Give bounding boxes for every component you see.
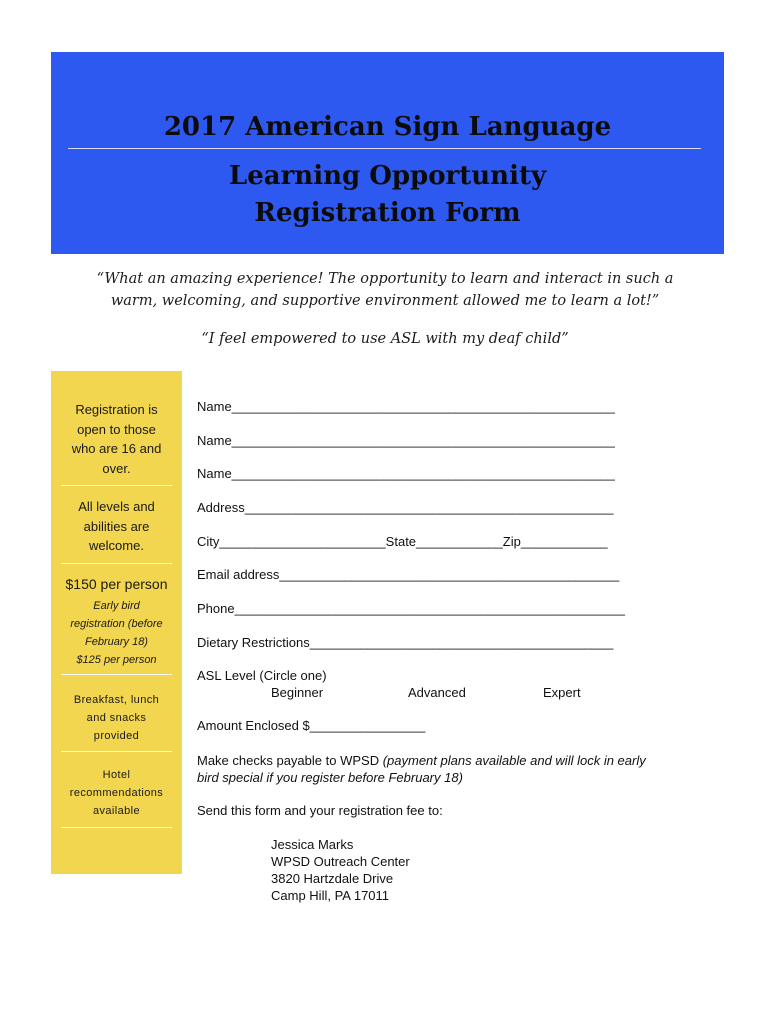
levels-info [57,497,176,556]
sidebar-text: available [92,805,141,817]
sidebar-text: and snacks [86,712,147,724]
early-bird-text: $125 per person [76,653,157,666]
sidebar-text: over. [102,460,131,476]
name-field-1[interactable]: Name_____________________________________________________ [197,399,615,414]
title-lines-2-3 [51,158,724,232]
dietary-field[interactable]: Dietary Restrictions__________________________________________ [197,635,614,650]
address-line: Jessica Marks [271,837,354,852]
sidebar-text: recommendations [69,787,164,799]
pricing-info [57,575,176,669]
sidebar-divider [61,485,172,486]
checks-plain-text: Make checks payable to WPSD [197,753,383,768]
quote-1-line-2: warm, welcoming, and supportive environment allowed me to learn a lot!” [110,293,660,309]
testimonial-quote-1 [60,268,710,312]
mailing-address [271,836,410,904]
sidebar-divider [61,563,172,564]
early-bird-text: registration (before [70,617,163,630]
sidebar-text: abilities are [83,518,150,534]
address-line: WPSD Outreach Center [271,854,410,869]
registration-eligibility [57,400,176,478]
send-instructions: Send this form and your registration fee to: [197,803,443,818]
level-beginner[interactable]: Beginner [271,685,324,700]
sidebar-divider [61,827,172,828]
sidebar-text: open to those [77,421,156,437]
name-field-3[interactable]: Name_____________________________________________________ [197,466,615,481]
sidebar-text: Breakfast, lunch [73,694,160,706]
checks-italic-line-2: bird special if you register before February 18) [197,770,463,785]
hotel-info [57,766,176,820]
email-field[interactable]: Email address_______________________________________________ [197,567,620,582]
sidebar-text: who are 16 and [71,441,162,456]
phone-field[interactable]: Phone______________________________________________________ [197,601,626,616]
sidebar-text: provided [93,730,140,742]
sidebar-text: welcome. [89,538,144,553]
sidebar-text: Registration is [75,402,158,417]
info-sidebar [51,371,182,874]
address-line: 3820 Hartzdale Drive [271,871,394,886]
city-state-zip-field[interactable]: City_______________________State____________Zip____________ [197,534,608,549]
testimonial-quote-2: “I feel empowered to use ASL with my deaf child” [201,331,569,347]
sidebar-text: All levels and [78,499,155,514]
meals-info [57,691,176,745]
level-advanced[interactable]: Advanced [408,685,466,700]
title-line-2: Learning Opportunity [228,161,547,191]
asl-level-label: ASL Level (Circle one) [197,668,327,683]
sidebar-divider [61,674,172,675]
price-text: $150 per person [65,576,168,592]
title-line-1: 2017 American Sign Language [163,112,612,142]
name-field-2[interactable]: Name_____________________________________________________ [197,433,615,448]
address-line: Camp Hill, PA 17011 [271,888,390,903]
quote-1-line-1: “What an amazing experience! The opportunity to learn and interact in such a [96,271,674,287]
checks-payable-text [197,752,646,769]
early-bird-text: February 18) [85,635,148,648]
sidebar-divider [61,751,172,752]
title-line-3: Registration Form [254,198,521,228]
address-field[interactable]: Address___________________________________________________ [197,500,614,515]
amount-enclosed-field[interactable]: Amount Enclosed $________________ [197,718,426,733]
level-expert[interactable]: Expert [543,685,581,700]
sidebar-text: Hotel [102,769,131,781]
title-divider [68,148,701,149]
early-bird-text: Early bird [93,599,140,612]
title-banner [51,52,724,254]
checks-italic-text: (payment plans available and will lock in early [382,753,646,768]
